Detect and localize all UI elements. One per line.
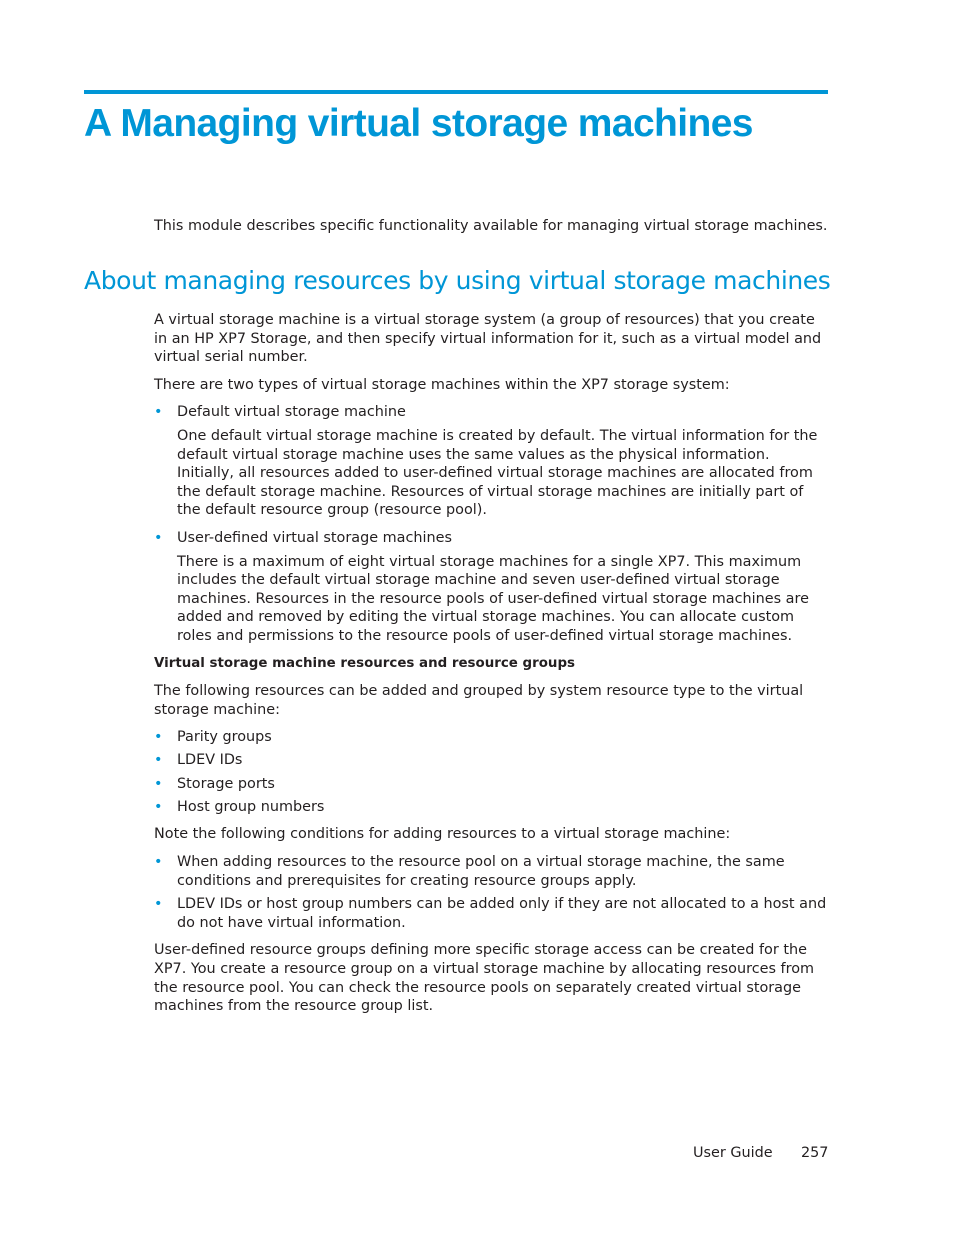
chapter-top-rule [84,90,828,94]
bullet-icon: • [154,896,163,913]
list-item [154,775,830,794]
bullet-icon: • [154,775,163,792]
list-item [154,895,830,932]
footer-page-number: 257 [801,1145,829,1161]
paragraph-resources-intro: The following resources can be added and grouped by system resource type to the virtual storage machine: [154,683,804,718]
list-item-description: One default virtual storage machine is created by default. The virtual information for the default virtual storage machine uses the same values as the physical information. Initially, all resources added to user-defined virtual storage machines are allocated from the default storage machine. Resources of virtual storage machines are initially part of the default resource group (resource pool). [177,427,818,519]
bullet-icon: • [154,854,163,871]
chapter-intro: This module describes specific functionality available for managing virtual storage machines. [154,218,828,234]
bullet-icon: • [154,404,163,421]
subsection-heading: Virtual storage machine resources and resource groups [154,655,576,671]
bullet-icon: • [154,798,163,815]
vsm-type-list [154,403,830,645]
bullet-icon: • [154,729,163,746]
list-item [154,403,830,520]
list-item-label: When adding resources to the resource pool on a virtual storage machine, the same conditions and prerequisites for creating resource groups apply. [177,854,785,889]
list-item-label: Parity groups [177,729,272,746]
list-item-label: LDEV IDs [177,752,243,769]
condition-list [154,853,830,932]
chapter-title: A Managing virtual storage machines [84,102,753,145]
list-item-label: Storage ports [177,775,275,792]
bullet-icon: • [154,752,163,769]
list-item [154,853,830,890]
list-item-title: Default virtual storage machine [177,404,406,421]
list-item-description: There is a maximum of eight virtual storage machines for a single XP7. This maximum includes the default virtual storage machine and seven user-defined virtual storage machines. Resources in the resource pools of user-defined virtual storage machines are added and removed by editing the virtual storage machines. You can allocate custom roles and permissions to the resource pools of user-defined virtual storage machines. [177,553,809,644]
paragraph-resource-groups: User-defined resource groups defining more specific storage access can be created for the XP7. You create a resource group on a virtual storage machine by allocating resources from the resource pool. You can check the resource pools on separately created virtual storage machines from the resource group list. [154,942,815,1015]
section-body [154,311,830,1016]
list-item [154,751,830,770]
bullet-icon: • [154,529,163,546]
resource-list [154,728,830,816]
list-item-label: Host group numbers [177,798,325,815]
list-item [154,529,830,646]
list-item-label: LDEV IDs or host group numbers can be added only if they are not allocated to a host and do not have virtual information. [177,896,827,931]
paragraph-definition: A virtual storage machine is a virtual storage system (a group of resources) that you create in an HP XP7 Storage, and then specify virtual information for it, such as a virtual model and virtual serial number. [154,312,822,366]
footer-guide-label: User Guide [693,1145,773,1161]
paragraph-types-intro: There are two types of virtual storage machines within the XP7 storage system: [154,376,730,393]
paragraph-conditions-intro: Note the following conditions for adding resources to a virtual storage machine: [154,826,731,843]
list-item [154,798,830,817]
list-item-title: User-defined virtual storage machines [177,529,452,546]
section-heading: About managing resources by using virtual storage machines [84,266,831,295]
list-item [154,728,830,747]
